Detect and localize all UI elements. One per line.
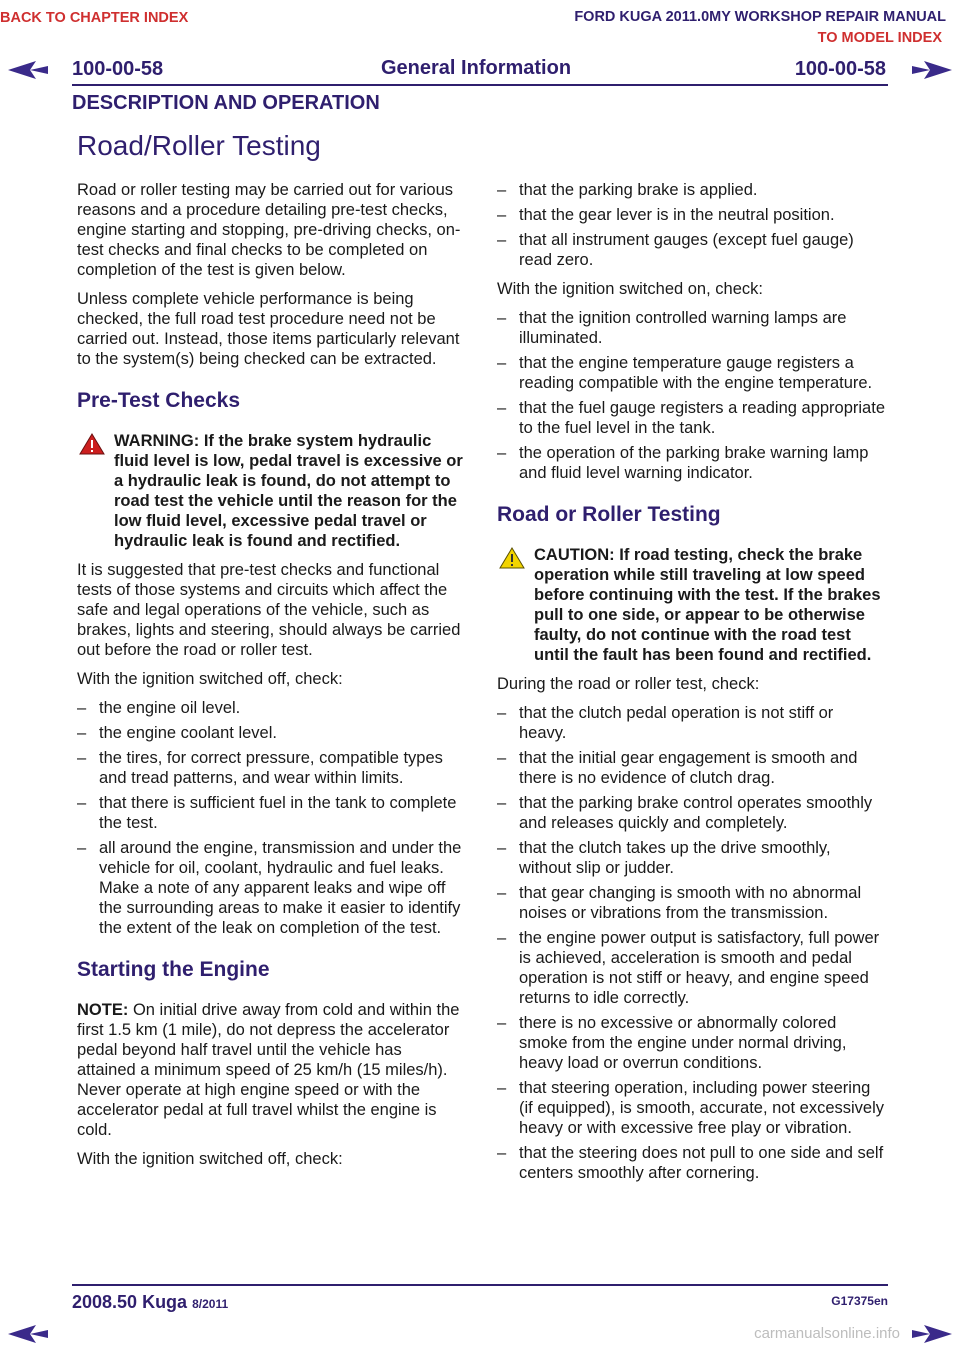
note-text: On initial drive away from cold and within the first 1.5 km (1 mile), do not depress the accelerator pedal beyond half travel until the vehicle has attained a minimum speed of 25 km/h (15 miles/h). Never operate at high engine speed or with the accelerator pedal at full travel whilst the engine is cold. [77, 1001, 460, 1139]
during-test-checklist [497, 703, 885, 1183]
list-item: – the tires, for correct pressure, compatible types and tread patterns, and wear within limits. [77, 749, 443, 787]
watermark: carmanualsonline.info [754, 1325, 900, 1342]
intro-paragraph-1: Road or roller testing may be carried out for various reasons and a procedure detailing pre-test checks, engine starting and stopping, pre-driving checks, on-test checks and final checks to be completed on completion of the test is given below. [77, 181, 461, 279]
warning-notice [77, 431, 465, 551]
caution-text: CAUTION: If road testing, check the brake operation while still traveling at low speed before continuing with the test. If the brakes pull to one side, or appear to be otherwise faulty, do not continue with the road test until the fault has been found and rectified. [534, 546, 881, 664]
ignition-off-lead-2: With the ignition switched off, check: [77, 1150, 343, 1168]
next-page-bottom-arrow-icon[interactable] [910, 1322, 954, 1346]
list-item: – that the engine temperature gauge registers a reading compatible with the engine temperature. [497, 354, 873, 392]
page-number-left: 100-00-58 [72, 58, 164, 80]
road-roller-testing-heading: Road or Roller Testing [497, 503, 721, 526]
right-column [497, 180, 885, 1192]
figure-code: G17375en [831, 1294, 888, 1308]
note-label: NOTE: [77, 1001, 129, 1019]
list-item: – that the gear lever is in the neutral position. [497, 206, 835, 224]
pretest-checks-heading: Pre-Test Checks [77, 389, 241, 412]
list-item: – that the parking brake control operates smoothly and releases quickly and completely. [497, 794, 873, 832]
list-item: – that gear changing is smooth with no abnormal noises or vibrations from the transmission. [497, 884, 862, 922]
left-column [77, 180, 465, 1178]
list-item: – the operation of the parking brake warning lamp and fluid level warning indicator. [497, 444, 869, 482]
list-item: – that all instrument gauges (except fuel gauge) read zero. [497, 231, 854, 269]
prev-page-arrow-icon[interactable] [6, 58, 50, 82]
next-page-arrow-icon[interactable] [910, 58, 954, 82]
caution-notice [497, 545, 885, 665]
list-item: – that there is sufficient fuel in the tank to complete the test. [77, 794, 457, 832]
header-rule [72, 84, 888, 86]
prev-page-bottom-arrow-icon[interactable] [6, 1322, 50, 1346]
list-item: – that the fuel gauge registers a reading appropriate to the fuel level in the tank. [497, 399, 885, 437]
warning-icon [79, 433, 105, 460]
back-to-chapter-index-link[interactable]: BACK TO CHAPTER INDEX [0, 10, 189, 26]
ignition-on-lead: With the ignition switched on, check: [497, 280, 763, 298]
list-item: – there is no excessive or abnormally colored smoke from the engine under normal driving, heavy load or overrun conditions. [497, 1014, 847, 1072]
ignition-on-checklist [497, 308, 885, 483]
footer-model: 2008.50 Kuga 8/2011 [72, 1292, 229, 1312]
during-test-lead: During the road or roller test, check: [497, 675, 760, 693]
starting-engine-heading: Starting the Engine [77, 958, 270, 981]
list-item: – that the initial gear engagement is smooth and there is no evidence of clutch drag. [497, 749, 858, 787]
ignition-off-checklist-continued [497, 180, 885, 270]
list-item: – the engine oil level. [77, 699, 241, 717]
list-item: – that the clutch pedal operation is not stiff or heavy. [497, 704, 834, 742]
page-number-right: 100-00-58 [794, 58, 886, 80]
list-item: – that the ignition controlled warning lamps are illuminated. [497, 309, 847, 347]
list-item: – that the clutch takes up the drive smoothly, without slip or judder. [497, 839, 831, 877]
to-model-index-link[interactable]: TO MODEL INDEX [817, 30, 942, 46]
caution-icon [499, 547, 525, 574]
intro-paragraph-2: Unless complete vehicle performance is being checked, the full road test procedure need not be carried out. Instead, those items particularly relevant to the system(s) being checked can be extracted. [77, 290, 460, 368]
ignition-off-lead-1: With the ignition switched off, check: [77, 670, 343, 688]
list-item: – the engine coolant level. [77, 724, 277, 742]
footer-rule [72, 1284, 888, 1286]
list-item: – that steering operation, including power steering (if equipped), is smooth, accurate, not excessively heavy or with excessive free play or vibration. [497, 1079, 885, 1137]
manual-title: FORD KUGA 2011.0MY WORKSHOP REPAIR MANUAL [574, 9, 946, 25]
page-title: Road/Roller Testing [77, 130, 321, 161]
subsection-title: DESCRIPTION AND OPERATION [72, 92, 380, 114]
warning-text: WARNING: If the brake system hydraulic fluid level is low, pedal travel is excessive or a hydraulic leak is found, do not attempt to road test the vehicle until the reason for the low fluid level, excessive pedal travel or hydraulic leak is found and rectified. [114, 432, 463, 550]
section-title: General Information [381, 57, 572, 79]
ignition-off-checklist [77, 698, 465, 938]
pretest-paragraph: It is suggested that pre-test checks and functional tests of those systems and circuits which affect the safe and legal operations of the vehicle, such as brakes, lights and steering, should always be carried out before the road or roller test. [77, 561, 461, 659]
list-item: – all around the engine, transmission and under the vehicle for oil, coolant, hydraulic and fuel leaks. Make a note of any apparent leaks and wipe off the surrounding areas to make it easier to identify the extent of the leak on completion of the test. [77, 839, 462, 937]
list-item: – the engine power output is satisfactory, full power is achieved, acceleration is smooth and pedal operation is not stiff or heavy, and engine speed returns to idle correctly. [497, 929, 880, 1007]
list-item: – that the parking brake is applied. [497, 181, 758, 199]
list-item: – that the steering does not pull to one side and self centers smoothly after cornering. [497, 1144, 884, 1182]
note-paragraph [77, 1000, 465, 1140]
footer-date: 8/2011 [192, 1297, 229, 1311]
